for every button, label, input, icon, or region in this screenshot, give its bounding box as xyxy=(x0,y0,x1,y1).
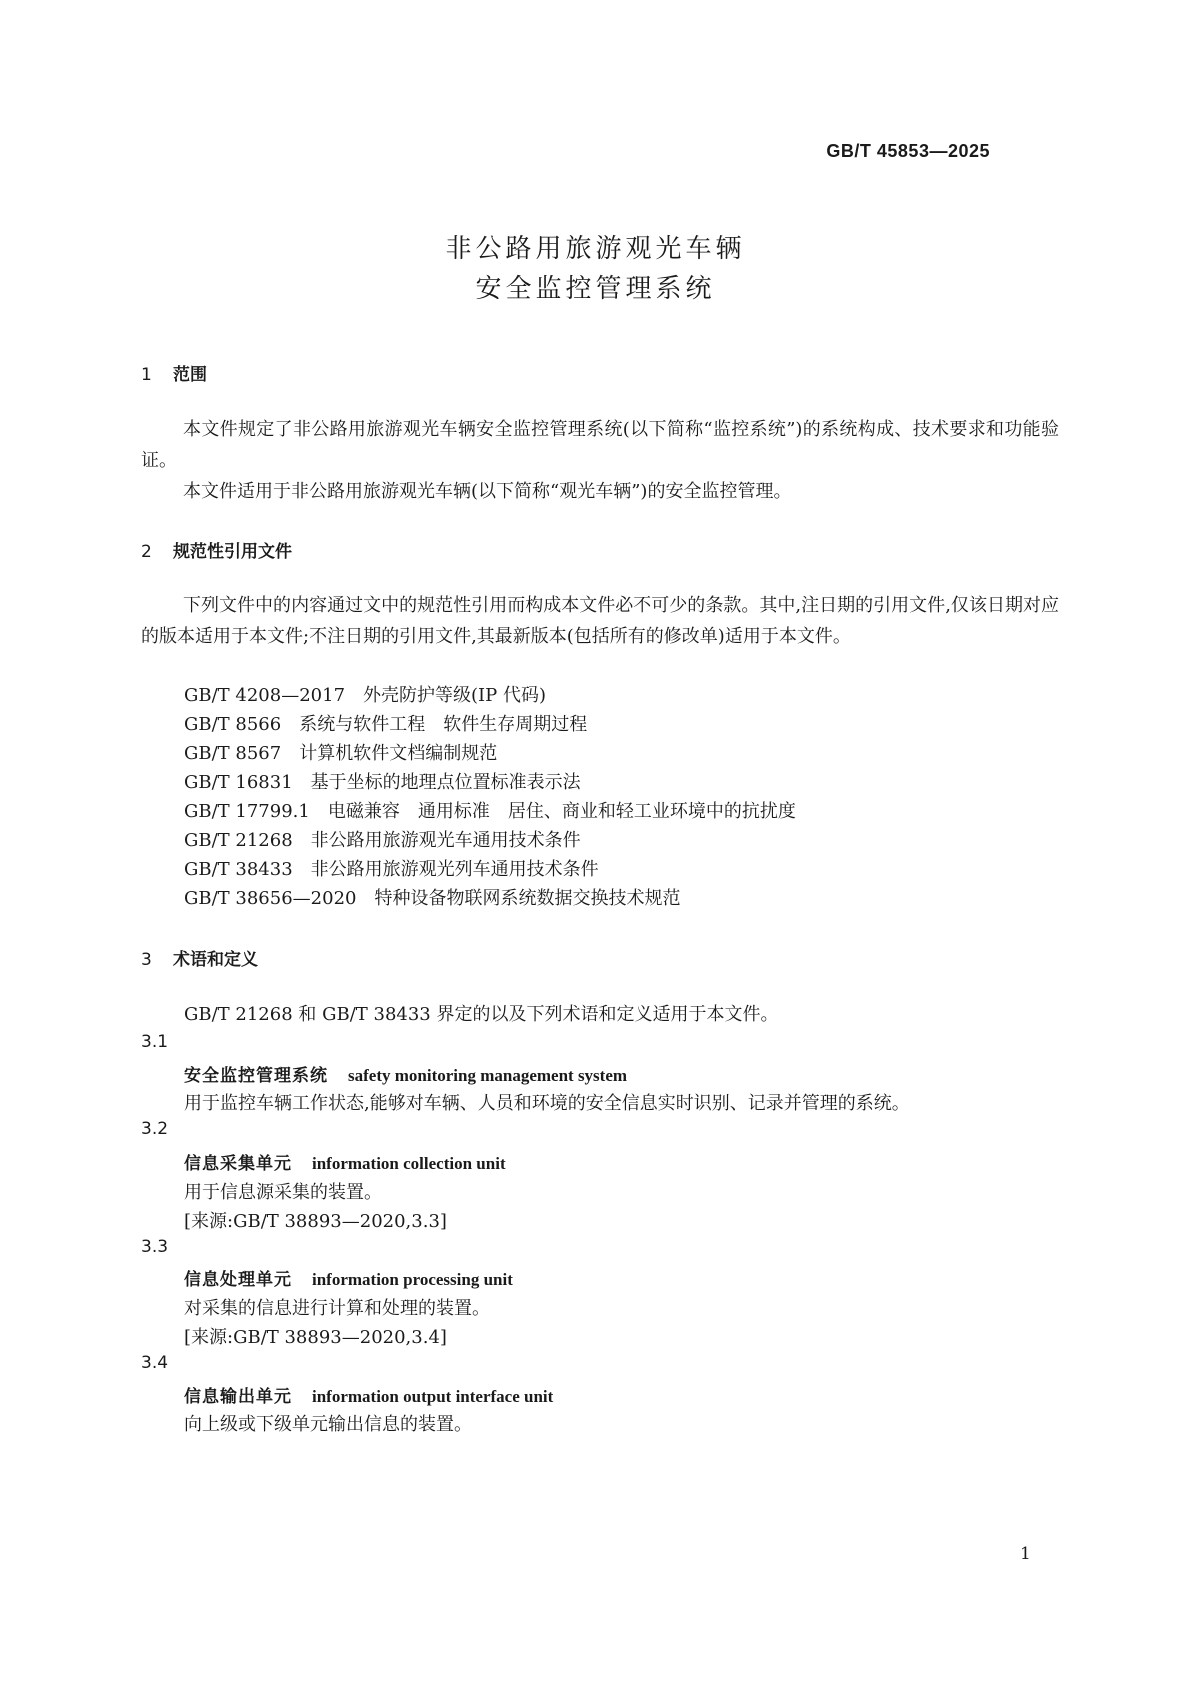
section-number: 1 xyxy=(141,365,152,385)
term-en: information processing unit xyxy=(312,1270,513,1289)
term-source: [来源:GB/T 38893—2020,3.3] xyxy=(184,1211,447,1232)
reference-title: 电磁兼容 通用标准 居住、商业和轻工业环境中的抗扰度 xyxy=(327,801,796,822)
reference-code: GB/T 38656—2020 xyxy=(184,888,357,909)
term-heading xyxy=(184,1382,553,1407)
term-definition: 用于信息源采集的装置。 xyxy=(184,1182,382,1203)
section-2-heading xyxy=(141,537,292,562)
section-title: 术语和定义 xyxy=(173,950,258,970)
reference-code: GB/T 17799.1 xyxy=(184,801,310,822)
term-heading xyxy=(184,1265,513,1290)
reference-title: 非公路用旅游观光列车通用技术条件 xyxy=(310,859,599,880)
section-title: 范围 xyxy=(173,365,207,385)
term-definition: 用于监控车辆工作状态,能够对车辆、人员和环境的安全信息实时识别、记录并管理的系统。 xyxy=(184,1093,910,1114)
term-number: 3.3 xyxy=(141,1237,169,1257)
term-heading xyxy=(184,1149,506,1174)
term-definition: 对采集的信息进行计算和处理的装置。 xyxy=(184,1298,490,1319)
term-en: safety monitoring management system xyxy=(348,1066,628,1085)
term-en: information output interface unit xyxy=(312,1387,554,1406)
reference-code: GB/T 16831 xyxy=(184,772,293,793)
reference-code: GB/T 8566 xyxy=(184,714,282,735)
reference-item xyxy=(184,855,599,881)
section-1-paragraph-1: 本文件规定了非公路用旅游观光车辆安全监控管理系统(以下简称“监控系统”)的系统构成、技术要求和功能验证。 xyxy=(141,419,1059,471)
reference-title: 基于坐标的地理点位置标准表示法 xyxy=(310,772,581,793)
section-1-heading xyxy=(141,360,207,385)
term-heading xyxy=(184,1061,627,1086)
section-3-intro: GB/T 21268 和 GB/T 38433 界定的以及下列术语和定义适用于本文件。 xyxy=(184,1004,779,1025)
term-zh: 信息输出单元 xyxy=(184,1387,292,1407)
reference-item xyxy=(184,884,680,910)
section-number: 2 xyxy=(141,542,152,562)
reference-item xyxy=(184,710,587,736)
section-1-paragraph-2: 本文件适用于非公路用旅游观光车辆(以下简称“观光车辆”)的安全监控管理。 xyxy=(183,481,792,502)
reference-title: 计算机软件文档编制规范 xyxy=(299,743,498,764)
reference-code: GB/T 8567 xyxy=(184,743,282,764)
reference-item xyxy=(184,797,796,823)
term-definition: 向上级或下级单元输出信息的装置。 xyxy=(184,1414,472,1435)
term-number: 3.1 xyxy=(141,1032,169,1052)
reference-item xyxy=(184,768,581,794)
section-2-intro: 下列文件中的内容通过文中的规范性引用而构成本文件必不可少的条款。其中,注日期的引用文件,仅该日期对应的版本适用于本文件;不注日期的引用文件,其最新版本(包括所有的修改单)适用于本文件。 xyxy=(141,595,1059,647)
reference-code: GB/T 38433 xyxy=(184,859,293,880)
term-zh: 安全监控管理系统 xyxy=(184,1066,328,1086)
page-number: 1 xyxy=(1020,1544,1031,1564)
term-zh: 信息处理单元 xyxy=(184,1270,292,1290)
section-number: 3 xyxy=(141,950,152,970)
standard-code: GB/T 45853—2025 xyxy=(826,141,990,161)
reference-title: 特种设备物联网系统数据交换技术规范 xyxy=(374,888,681,909)
reference-item xyxy=(184,826,581,852)
section-3-heading xyxy=(141,945,258,970)
reference-item xyxy=(184,739,497,765)
document-title-line2: 安全监控管理系统 xyxy=(475,274,716,304)
section-title: 规范性引用文件 xyxy=(173,542,292,562)
term-zh: 信息采集单元 xyxy=(184,1154,292,1174)
reference-title: 系统与软件工程 软件生存周期过程 xyxy=(299,714,588,735)
reference-code: GB/T 21268 xyxy=(184,830,293,851)
reference-code: GB/T 4208—2017 xyxy=(184,685,346,706)
term-number: 3.2 xyxy=(141,1119,169,1139)
reference-title: 非公路用旅游观光车通用技术条件 xyxy=(310,830,581,851)
term-source: [来源:GB/T 38893—2020,3.4] xyxy=(184,1327,447,1348)
term-en: information collection unit xyxy=(312,1154,506,1173)
reference-item xyxy=(184,681,546,707)
document-title-line1: 非公路用旅游观光车辆 xyxy=(445,234,746,264)
reference-title: 外壳防护等级(IP 代码) xyxy=(363,685,547,706)
term-number: 3.4 xyxy=(141,1353,169,1373)
